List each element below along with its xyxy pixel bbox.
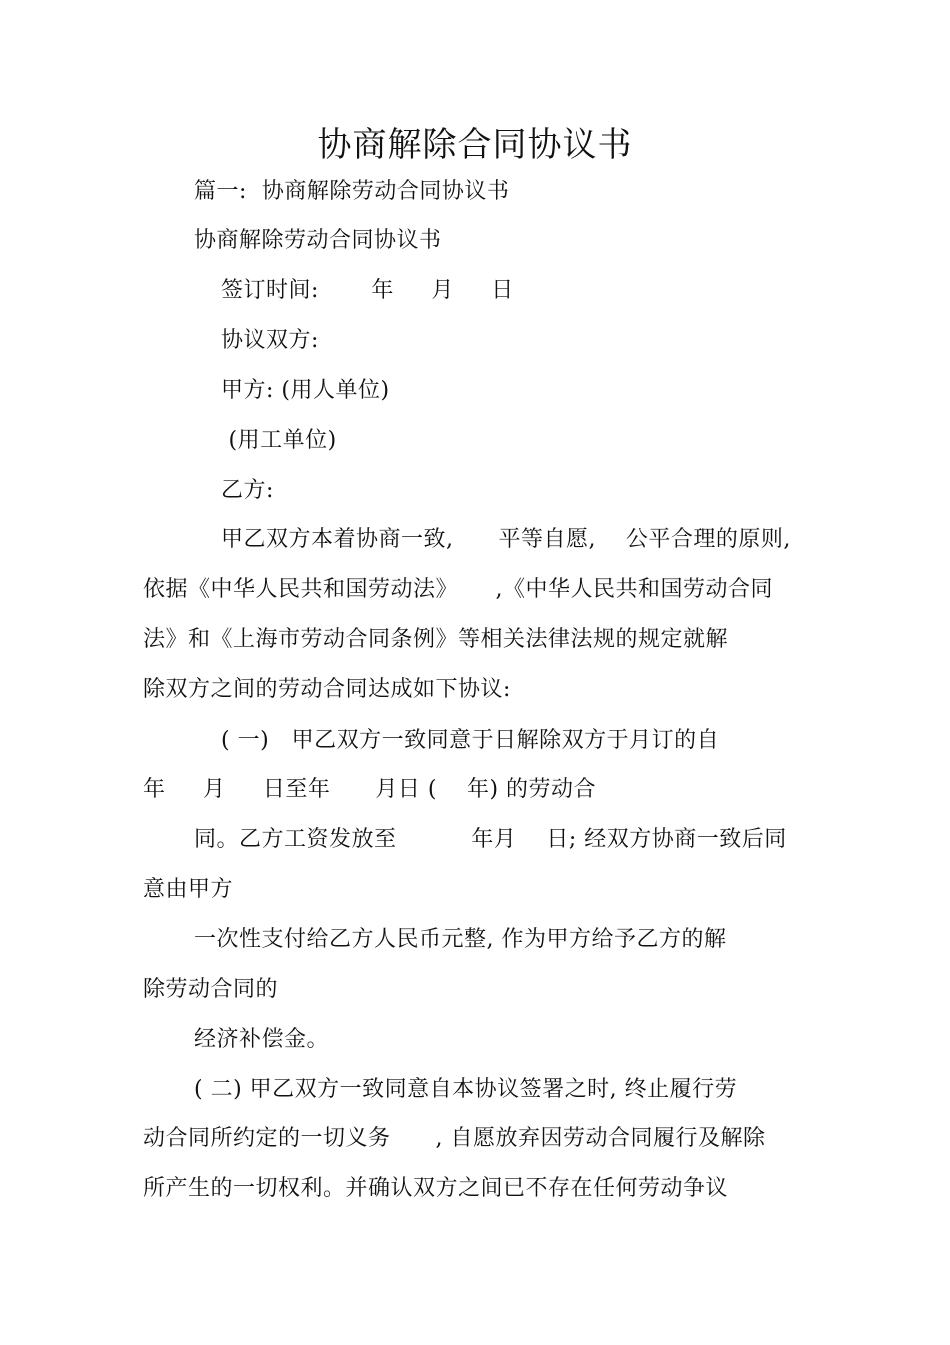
clause-one-line: 经济补偿金。	[194, 1027, 330, 1052]
clause-one-line: 一次性支付给乙方人民币元整, 作为甲方给予乙方的解	[194, 927, 727, 952]
parties-label: 协议双方:	[221, 328, 319, 353]
party-b-line: 乙方:	[221, 478, 274, 503]
party-a-line: 甲方: (用人单位)	[221, 378, 390, 403]
clause-one-line: 年 月 日至年 月日 ( 年) 的劳动合	[143, 777, 597, 802]
clause-two-line: 所产生的一切权利。并确认双方之间已不存在任何劳动争议	[143, 1176, 729, 1201]
clause-one-line: ( 一) 甲乙双方一致同意于日解除双方于月订的自	[221, 728, 720, 753]
body-paragraph-line: 甲乙双方本着协商一致, 平等自愿, 公平合理的原则,	[221, 527, 791, 552]
clause-one-line: 除劳动合同的	[143, 977, 279, 1002]
body-paragraph-line: 依据《中华人民共和国劳动法》 ,《中华人民共和国劳动合同	[143, 577, 773, 602]
clause-one-line: 意由甲方	[143, 877, 234, 902]
clause-one-line: 同。乙方工资发放至 年月 日; 经双方协商一致后同	[194, 827, 787, 852]
clause-two-line: 动合同所约定的一切义务 , 自愿放弃因劳动合同履行及解除	[143, 1126, 766, 1151]
party-a-sub-line: (用工单位)	[221, 428, 337, 453]
clause-two-line: ( 二) 甲乙双方一致同意自本协议签署之时, 终止履行劳	[194, 1077, 738, 1102]
subtitle: 协商解除劳动合同协议书	[194, 228, 442, 253]
signing-date-line: 签订时间: 年 月 日	[221, 278, 514, 303]
body-paragraph-line: 除双方之间的劳动合同达成如下协议:	[143, 677, 511, 702]
document-title: 协商解除合同协议书	[317, 125, 633, 165]
body-paragraph-line: 法》和《上海市劳动合同条例》等相关法律法规的规定就解	[143, 627, 729, 652]
section-heading: 篇一: 协商解除劳动合同协议书	[194, 179, 510, 204]
